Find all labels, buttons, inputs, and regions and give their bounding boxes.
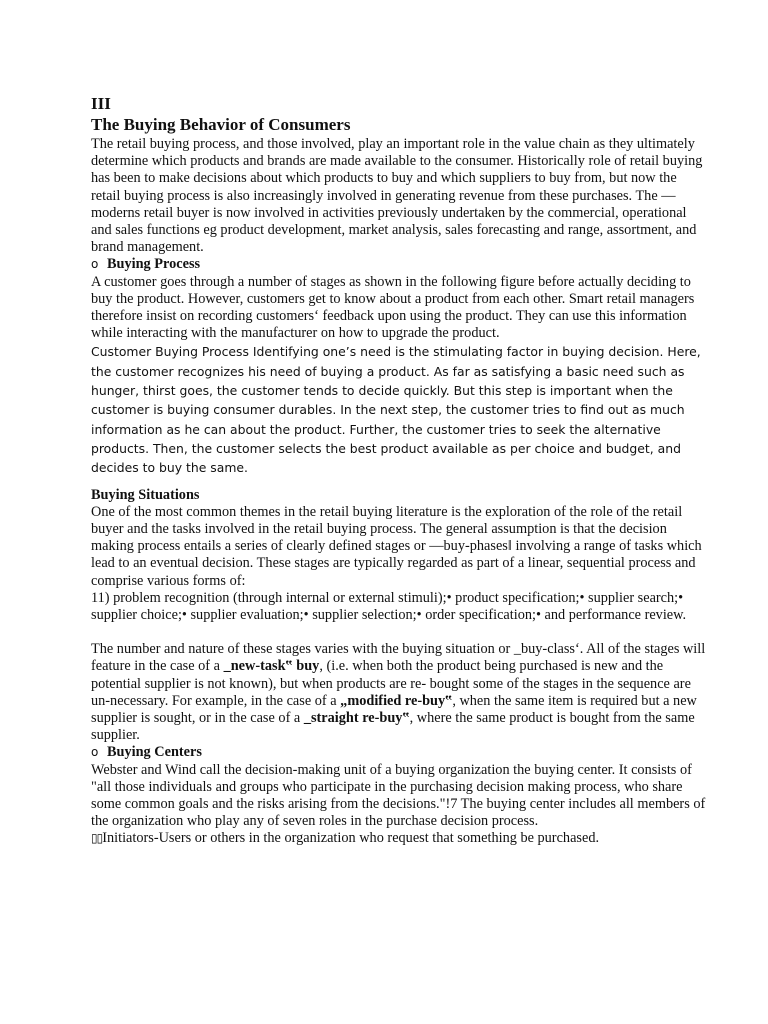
chapter-title: The Buying Behavior of Consumers [91,115,351,134]
buying-process-paragraph: A customer goes through a number of stages as shown in the following figure before actually deciding to buy the product. However, customers get to know about a product from each other. Smart retail managers therefore insist on recording customers‘ feedback upon using the product. They can use this information while interacting with the manufacturer on how to upgrade the product. [91,273,695,342]
intro-paragraph: The retail buying process, and those involved, play an important role in the value chain as they ultimately determine which products and brands are made available to the consumer. Historically role of retail buying has been to make decisions about which products to buy and which suppliers to buy from, but now the retail buying process is also increasingly involved in generating revenue from these purchases. The —moderns retail buyer is now involved in activities previously undertaken by the commercial, operational and sales functions eg product development, market analysis, sales forecasting and range, assortment, and brand management. [91,136,703,256]
buying-centers-paragraph: Webster and Wind call the decision-making unit of a buying organization the buying center. It consists of "all those individuals and groups who participate in the purchasing decision making process, who share some common goals and the risks arising from the decisions."!7 The buying center includes all members of the organization who play any of seven roles in the purchase decision process. [91,761,706,830]
buy-class-text-1: The number and nature of these stages varies with the buying situation or _buy-class‘. All of the stages will feature in the case of a [91,641,706,675]
buy-class-text-2: , (i.e. when both the product being purchased is new and the potential supplier is not known), but when products are re- bought some of the stages in the sequence are un-necessary. For example, in the case of a [91,658,691,709]
buying-situations-heading: Buying Situations [91,486,200,503]
buy-class-text-4: , where the same product is bought from the same supplier. [91,709,695,744]
bullet-marker: o [91,745,99,760]
buying-stages-list: 11) problem recognition (through internal or external stimuli);• product specification;• supplier search;• supplier choice;• supplier evaluation;• supplier selection;• order specification;• and performance review. [91,589,687,623]
modified-rebuy-term: „modified re-buy‟ [340,692,453,709]
buying-centers-heading [91,744,708,761]
initiators-item [91,830,708,847]
chapter-number: III [91,94,111,113]
buying-situations-paragraph: One of the most common themes in the retail buying literature is the exploration of the role of the retail buyer and the tasks involved in the retail buying process. The general assumption is that the decision making process entails a series of clearly defined stages or —buy-phases‖ involving a range of tasks which lead to an eventual decision. These stages are typically regarded as part of a linear, sequential process and comprise various forms of: [91,503,702,589]
customer-buying-process-paragraph: Customer Buying Process Identifying one’s need is the stimulating factor in buying decision. Here, the customer recognizes his need of buying a product. As far as satisfying a basic need such as hunger, thirst goes, the customer tends to decide quickly. But this step is important when the customer is buying consumer durables. In the next step, the customer tries to find out as much information as he can about the product. Further, the customer tries to seek the alternative products. Then, the customer selects the best product available as per choice and budget, and decides to buy the same. [91,344,701,476]
buying-process-heading [91,256,708,273]
new-task-buy-term: _new-task‟ buy [223,658,320,675]
buy-class-text-3: , when the same item is required but a new supplier is sought, or in the case of a [91,692,697,726]
buy-class-paragraph [91,641,708,744]
missing-glyph-icon: ▯▯ [91,831,103,846]
straight-rebuy-term: _straight re-buy‟ [303,709,410,726]
buying-centers-heading-text: Buying Centers [107,744,202,761]
initiators-text: Initiators-Users or others in the organization who request that something be purchased. [102,830,600,847]
buying-process-heading-text: Buying Process [107,256,201,273]
bullet-marker: o [91,257,99,272]
